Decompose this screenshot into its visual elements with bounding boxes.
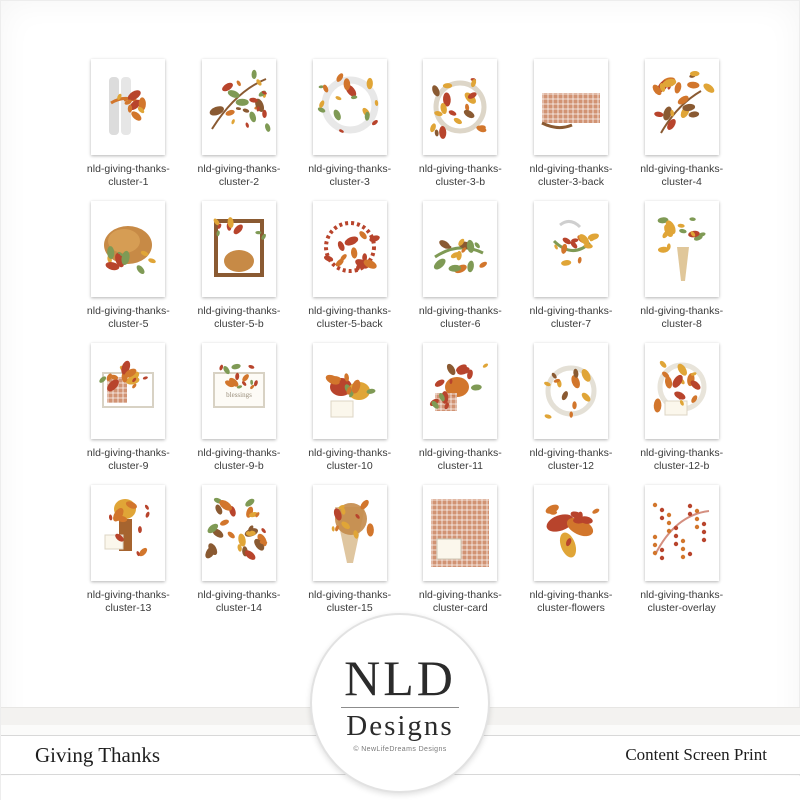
gallery-item[interactable] — [295, 57, 405, 189]
cluster-artwork-icon — [91, 343, 165, 439]
gallery-item-label: nld-giving-thanks-cluster-4 — [640, 163, 724, 188]
gallery-item-label: nld-giving-thanks-cluster-15 — [308, 589, 392, 614]
cluster-artwork-icon — [313, 201, 387, 297]
gallery-item[interactable] — [516, 199, 626, 331]
cluster-artwork-icon — [313, 485, 387, 581]
thumbnail-wrap — [89, 199, 167, 299]
thumbnail-wrap — [89, 341, 167, 441]
gallery-item-label: nld-giving-thanks-cluster-12 — [529, 447, 613, 472]
cluster-preview-image[interactable] — [202, 485, 276, 581]
gallery-item-label: nld-giving-thanks-cluster-13 — [86, 589, 170, 614]
gallery-item-label: nld-giving-thanks-cluster-2 — [197, 163, 281, 188]
gallery-item-label: nld-giving-thanks-cluster-3-back — [529, 163, 613, 188]
gallery-item-label: nld-giving-thanks-cluster-flowers — [529, 589, 613, 614]
thumbnail-wrap — [643, 57, 721, 157]
cluster-artwork-icon — [645, 201, 719, 297]
gallery-item[interactable] — [405, 483, 515, 615]
cluster-artwork-icon — [91, 201, 165, 297]
cluster-preview-image[interactable] — [91, 485, 165, 581]
thumbnail-wrap — [643, 341, 721, 441]
cluster-preview-image[interactable] — [202, 343, 276, 439]
gallery-item[interactable] — [516, 483, 626, 615]
thumbnail-wrap — [421, 199, 499, 299]
gallery-item[interactable] — [295, 341, 405, 473]
thumbnail-wrap — [89, 483, 167, 583]
cluster-preview-image[interactable] — [423, 485, 497, 581]
thumbnail-wrap — [643, 483, 721, 583]
gallery-item-label: nld-giving-thanks-cluster-card — [418, 589, 502, 614]
cluster-preview-image[interactable] — [313, 201, 387, 297]
cluster-artwork-icon — [645, 343, 719, 439]
gallery-item-label: nld-giving-thanks-cluster-overlay — [640, 589, 724, 614]
thumbnail-wrap — [200, 483, 278, 583]
thumbnail-wrap — [200, 199, 278, 299]
gallery-item-label: nld-giving-thanks-cluster-9-b — [197, 447, 281, 472]
gallery-item[interactable] — [184, 341, 294, 473]
gallery-item[interactable] — [73, 483, 183, 615]
cluster-preview-image[interactable] — [534, 201, 608, 297]
thumbnail-wrap — [532, 57, 610, 157]
cluster-preview-image[interactable] — [645, 343, 719, 439]
cluster-preview-image[interactable] — [534, 343, 608, 439]
thumbnail-wrap — [532, 199, 610, 299]
gallery-item-label: nld-giving-thanks-cluster-3 — [308, 163, 392, 188]
gallery-item[interactable] — [627, 57, 737, 189]
gallery-item[interactable] — [184, 57, 294, 189]
gallery-item-label: nld-giving-thanks-cluster-5-back — [308, 305, 392, 330]
logo-initials: NLD — [344, 650, 456, 706]
cluster-preview-image[interactable] — [202, 201, 276, 297]
gallery-item[interactable] — [516, 341, 626, 473]
gallery-item[interactable] — [627, 199, 737, 331]
cluster-preview-image[interactable] — [645, 485, 719, 581]
thumbnail-wrap — [421, 483, 499, 583]
cluster-artwork-icon — [534, 343, 608, 439]
cluster-artwork-icon — [645, 59, 719, 155]
cluster-artwork-icon — [313, 59, 387, 155]
gallery-item[interactable] — [184, 483, 294, 615]
cluster-artwork-icon — [645, 485, 719, 581]
gallery-item[interactable] — [405, 341, 515, 473]
cluster-artwork-icon — [91, 485, 165, 581]
thumbnail-wrap — [89, 57, 167, 157]
cluster-preview-image[interactable] — [534, 485, 608, 581]
gallery-item-label: nld-giving-thanks-cluster-5-b — [197, 305, 281, 330]
gallery-item[interactable] — [73, 57, 183, 189]
kit-title: Giving Thanks — [35, 742, 161, 767]
cluster-artwork-icon — [202, 59, 276, 155]
cluster-artwork-icon — [202, 343, 276, 439]
cluster-artwork-icon — [534, 59, 608, 155]
gallery-item-label: nld-giving-thanks-cluster-3-b — [418, 163, 502, 188]
svg-text:blessings: blessings — [226, 391, 252, 399]
gallery-item-label: nld-giving-thanks-cluster-10 — [308, 447, 392, 472]
gallery-item-label: nld-giving-thanks-cluster-12-b — [640, 447, 724, 472]
thumbnail-wrap — [311, 483, 389, 583]
gallery-item[interactable] — [627, 483, 737, 615]
thumbnail-wrap — [311, 199, 389, 299]
cluster-preview-image[interactable] — [423, 59, 497, 155]
gallery-item-label: nld-giving-thanks-cluster-14 — [197, 589, 281, 614]
thumbnail-wrap — [311, 57, 389, 157]
cluster-preview-image[interactable] — [91, 201, 165, 297]
gallery-item[interactable] — [184, 199, 294, 331]
cluster-preview-image[interactable] — [313, 343, 387, 439]
thumbnail-wrap — [200, 341, 278, 441]
gallery-item[interactable] — [405, 199, 515, 331]
cluster-artwork-icon — [423, 201, 497, 297]
gallery-item[interactable] — [295, 483, 405, 615]
gallery-item-label: nld-giving-thanks-cluster-9 — [86, 447, 170, 472]
logo-divider — [341, 707, 459, 708]
cluster-artwork-icon — [534, 485, 608, 581]
cluster-artwork-icon — [423, 59, 497, 155]
thumbnail-wrap — [421, 341, 499, 441]
cluster-artwork-icon — [313, 343, 387, 439]
thumbnail-wrap — [311, 341, 389, 441]
gallery-item-label: nld-giving-thanks-cluster-5 — [86, 305, 170, 330]
thumbnail-wrap — [532, 341, 610, 441]
gallery-item[interactable] — [73, 199, 183, 331]
cluster-preview-image[interactable] — [313, 485, 387, 581]
thumbnail-wrap — [532, 483, 610, 583]
gallery-item-label: nld-giving-thanks-cluster-1 — [86, 163, 170, 188]
cluster-preview-image[interactable] — [423, 201, 497, 297]
cluster-artwork-icon — [534, 201, 608, 297]
gallery-item-label: nld-giving-thanks-cluster-8 — [640, 305, 724, 330]
cluster-artwork-icon — [423, 343, 497, 439]
footer-right-label: Content Screen Print — [625, 745, 767, 764]
thumbnail-grid — [73, 57, 737, 615]
gallery-item-label: nld-giving-thanks-cluster-6 — [418, 305, 502, 330]
cluster-artwork-icon — [423, 485, 497, 581]
gallery-item[interactable] — [405, 57, 515, 189]
cluster-preview-image[interactable] — [91, 59, 165, 155]
cluster-preview-image[interactable] — [91, 343, 165, 439]
cluster-preview-image[interactable] — [423, 343, 497, 439]
cluster-preview-image[interactable] — [534, 59, 608, 155]
gallery-item-label: nld-giving-thanks-cluster-11 — [418, 447, 502, 472]
cluster-preview-image[interactable] — [645, 201, 719, 297]
gallery-item[interactable] — [627, 341, 737, 473]
gallery-item[interactable] — [516, 57, 626, 189]
cluster-preview-image[interactable] — [645, 59, 719, 155]
nld-designs-logo — [310, 613, 490, 793]
thumbnail-wrap — [421, 57, 499, 157]
gallery-item[interactable] — [295, 199, 405, 331]
cluster-artwork-icon — [202, 485, 276, 581]
gallery-item[interactable] — [73, 341, 183, 473]
cluster-artwork-icon — [202, 201, 276, 297]
logo-name: Designs — [346, 710, 454, 742]
logo-tagline: © NewLifeDreams Designs — [353, 746, 447, 753]
gallery-item-label: nld-giving-thanks-cluster-7 — [529, 305, 613, 330]
cluster-preview-image[interactable] — [313, 59, 387, 155]
cluster-artwork-icon — [91, 59, 165, 155]
cluster-preview-image[interactable] — [202, 59, 276, 155]
thumbnail-wrap — [643, 199, 721, 299]
thumbnail-wrap — [200, 57, 278, 157]
